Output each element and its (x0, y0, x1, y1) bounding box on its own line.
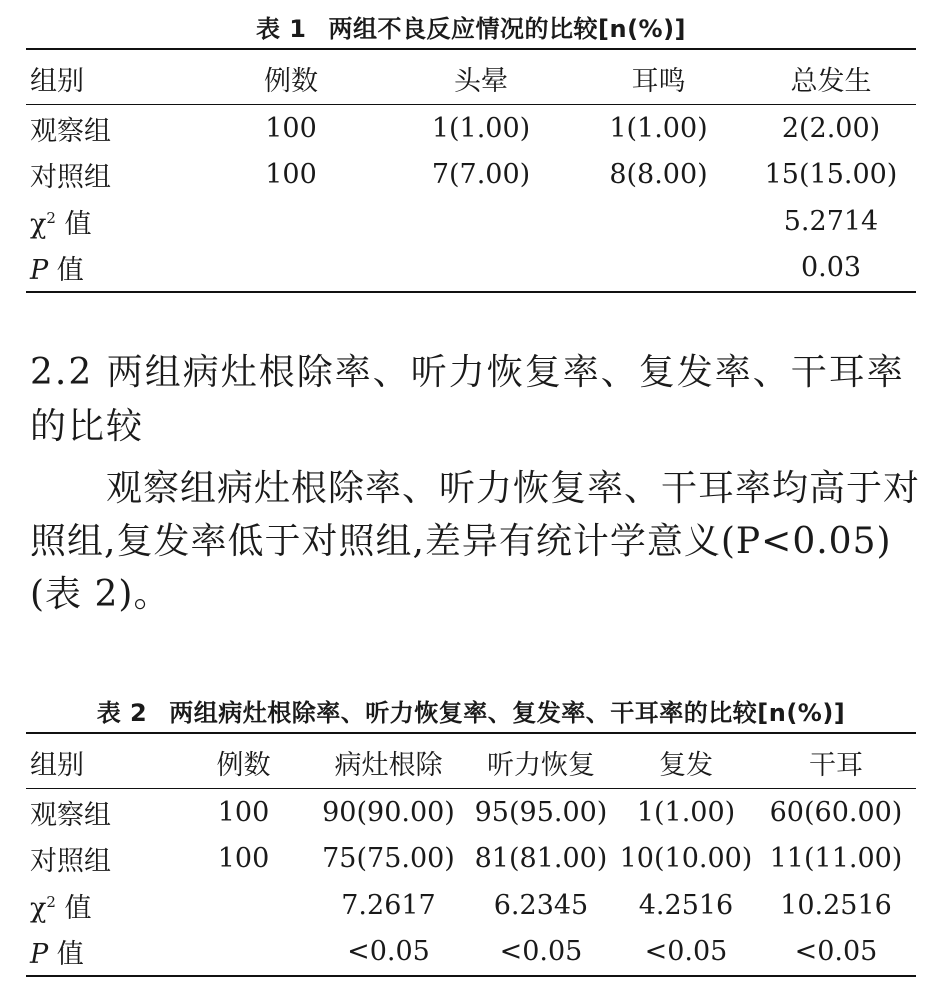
table1-cell: 7(7.00) (431, 159, 531, 191)
table2 (26, 732, 916, 977)
table1-header-group: 组别 (30, 65, 84, 97)
chi-label-text: 值 (55, 892, 92, 924)
table2-header-group: 组别 (30, 749, 84, 781)
table1-header-count: 例数 (264, 65, 318, 97)
table-row (26, 836, 916, 883)
table2-title: 两组病灶根除率、听力恢复率、复发率、干耳率的比较[n(%)] (169, 699, 846, 727)
table2-p-row (26, 929, 916, 977)
table2-cell: 90(90.00) (322, 796, 455, 828)
chi-symbol: χ (30, 208, 47, 240)
table1-header-total: 总发生 (790, 65, 872, 97)
table2-cell: 75(75.00) (322, 843, 455, 875)
chi-superscript: 2 (46, 208, 56, 227)
chi-symbol: χ (30, 892, 47, 924)
table1-header-row (26, 49, 916, 105)
table1-cell: 观察组 (30, 115, 111, 147)
p-label-text: 值 (48, 255, 84, 287)
table2-cell: 1(1.00) (636, 796, 736, 828)
table2-p-label (26, 929, 176, 977)
table1-cell: 1(1.00) (609, 112, 708, 144)
table2-cell: 对照组 (30, 846, 111, 878)
table2-header-hearing: 听力恢复 (487, 749, 595, 781)
table2-caption (26, 698, 916, 728)
table1-cell: 1(1.00) (431, 112, 531, 144)
table1-chi-label (26, 198, 191, 245)
table2-cell: 观察组 (30, 799, 111, 831)
table1-cell: 100 (265, 159, 317, 191)
table-row (26, 789, 916, 836)
table2-cell: 81(81.00) (474, 843, 608, 875)
table2-header-row (26, 733, 916, 789)
table1-chi-value: 5.2714 (783, 205, 879, 237)
table2-chi-value: 7.2617 (341, 889, 436, 921)
table1-cell: 100 (265, 112, 317, 144)
table1-label: 表 1 (255, 15, 307, 43)
p-symbol: P (30, 255, 49, 287)
section-heading: 2.2 两组病灶根除率、听力恢复率、复发率、干耳率的比较 (30, 352, 905, 447)
table2-cell: 100 (217, 843, 270, 875)
table1-caption (26, 14, 916, 44)
table1-cell: 对照组 (30, 162, 111, 194)
table1 (26, 48, 916, 293)
table1-header-dizziness: 头晕 (454, 65, 508, 97)
table2-cell: 10(10.00) (619, 843, 753, 875)
table1-title: 两组不良反应情况的比较[n(%)] (328, 15, 687, 43)
table1-p-row (26, 245, 916, 293)
table1-p-label (26, 245, 191, 293)
table2-chi-label (26, 882, 176, 929)
table1-cell: 15(15.00) (764, 159, 898, 191)
table-row (26, 152, 916, 199)
table2-p-value: <0.05 (794, 936, 878, 968)
table2-p-value: <0.05 (644, 936, 728, 968)
table2-chi-value: 4.2516 (638, 889, 734, 921)
table1-chi-row (26, 198, 916, 245)
table2-p-value: <0.05 (347, 936, 430, 968)
table-row (26, 105, 916, 152)
p-symbol: P (30, 939, 49, 971)
table2-chi-value: 10.2516 (780, 889, 892, 921)
table2-chi-row (26, 882, 916, 929)
table2-label: 表 2 (96, 699, 148, 727)
table1-cell: 2(2.00) (781, 112, 881, 144)
table2-cell: 100 (217, 796, 270, 828)
table1-cell: 8(8.00) (609, 159, 708, 191)
p-label-text: 值 (48, 939, 84, 971)
table2-p-value: <0.05 (499, 936, 583, 968)
table1-header-tinnitus: 耳鸣 (631, 65, 686, 97)
table2-cell: 95(95.00) (474, 796, 608, 828)
table2-cell: 60(60.00) (769, 796, 903, 828)
table2-cell: 11(11.00) (769, 843, 903, 875)
body-paragraph: 观察组病灶根除率、听力恢复率、干耳率均高于对照组,复发率低于对照组,差异有统计学意义(P<0.05)(表 2)。 (30, 468, 921, 615)
table1-p-value: 0.03 (800, 252, 862, 284)
chi-superscript: 2 (46, 892, 56, 911)
table2-header-eradication: 病灶根除 (334, 749, 443, 781)
table2-header-recurrence: 复发 (659, 749, 713, 781)
chi-label-text: 值 (55, 208, 92, 240)
table2-chi-value: 6.2345 (493, 889, 589, 921)
table2-header-dry-ear: 干耳 (809, 749, 863, 781)
table2-header-count: 例数 (216, 749, 271, 781)
